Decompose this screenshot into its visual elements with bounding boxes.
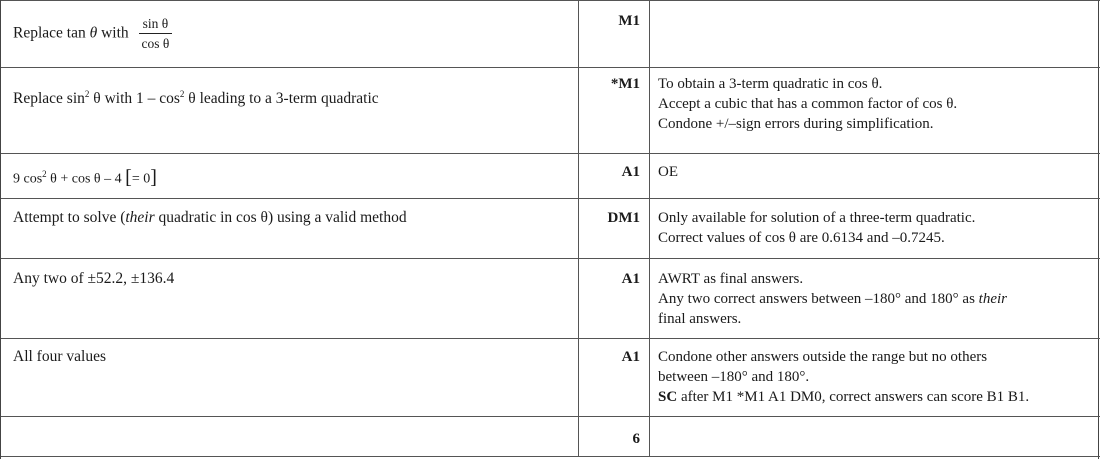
table-row (1, 417, 1100, 457)
table-row (1, 199, 1100, 259)
mark-label: M1 (618, 13, 640, 29)
total-mark: 6 (632, 431, 640, 447)
guidance-cell (650, 1, 1100, 68)
guidance-cell (650, 339, 1100, 417)
method-text: Attempt to solve (their quadratic in cos θ) using a valid method (13, 209, 407, 226)
table-row (1, 339, 1100, 417)
method-cell (1, 339, 579, 417)
mark-cell (579, 1, 650, 68)
mark-cell (579, 199, 650, 259)
mark-label: A1 (621, 349, 640, 365)
guidance-cell (650, 199, 1100, 259)
mark-label: A1 (621, 271, 640, 287)
guidance-text: OE (658, 164, 678, 180)
guidance-cell (650, 68, 1100, 154)
table-row (1, 1, 1100, 68)
method-cell (1, 1, 579, 68)
guidance-text: AWRT as final answers. Any two correct answers between –180° and 180° as their final answers. (658, 271, 1007, 327)
guidance-cell (650, 154, 1100, 199)
method-cell (1, 199, 579, 259)
method-cell (1, 417, 579, 457)
method-text: All four values (13, 348, 106, 365)
guidance-text: To obtain a 3-term quadratic in cos θ. Accept a cubic that has a common factor of cos θ. Condone +/–sign errors during simplification. (658, 76, 958, 132)
table-row (1, 154, 1100, 199)
method-text: Replace $\sin^2 \theta$ with $1 - \cos^2 \theta$ leading to a 3-term quadratic (13, 89, 379, 108)
mark-scheme-table (1, 0, 1100, 457)
mark-label: DM1 (607, 210, 640, 226)
method-cell (1, 259, 579, 339)
mark-cell (579, 154, 650, 199)
method-text: Replace tan θ with $\frac{\text{sin θ}}{\text{cos θ}}$ (1, 1, 578, 53)
method-cell (1, 68, 579, 154)
sin-over-cos-fraction: $\frac{\text{sin θ}}{\text{cos θ}}$ (139, 15, 173, 53)
guidance-text: Only available for solution of a three-term quadratic. Correct values of cos θ are 0.6134 and –0.7245. (658, 210, 976, 246)
table-row (1, 259, 1100, 339)
table-row (1, 68, 1100, 154)
method-cell (1, 154, 579, 199)
mark-cell (579, 68, 650, 154)
method-text: Any two of ±52.2, ±136.4 (13, 270, 175, 287)
guidance-cell (650, 417, 1100, 457)
mark-label: A1 (621, 164, 640, 180)
quadratic-expression: 9 $\cos^2 \theta + \cos \theta - 4$ [= 0] (13, 166, 157, 189)
guidance-text: Condone other answers outside the range but no others between –180° and 180°. SC after M1 *M1 A1 DM0, correct answers can score B1 B1. (658, 349, 1030, 405)
total-mark-cell (579, 417, 650, 457)
guidance-cell (650, 259, 1100, 339)
mark-cell (579, 339, 650, 417)
mark-cell (579, 259, 650, 339)
mark-label: *M1 (610, 76, 640, 92)
